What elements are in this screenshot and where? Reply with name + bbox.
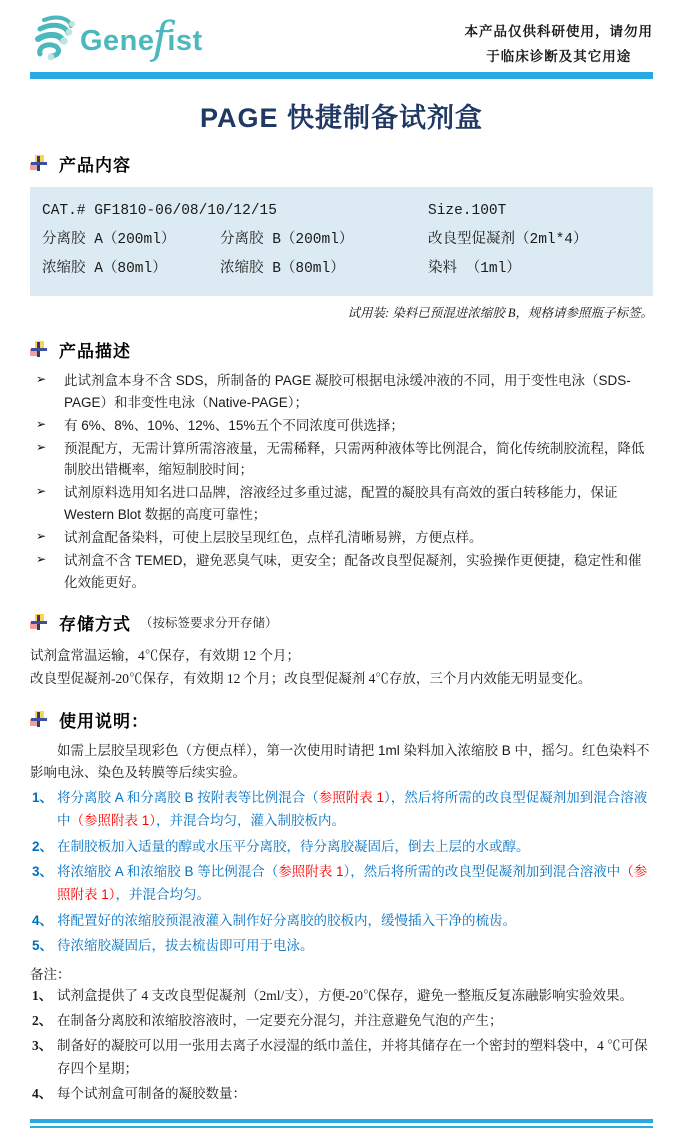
section-title: 使用说明： — [59, 711, 149, 731]
storage-subnote: （按标签要求分开存储） — [140, 616, 278, 631]
note-number: 4、 — [32, 1085, 53, 1101]
component: 改良型促凝剂（2ml*4） — [428, 232, 588, 248]
notes-list — [30, 985, 653, 1106]
storage-line: 改良型促凝剂-20℃保存，有效期 12 个月；改良型促凝剂 4℃存放，三个月内效能无明显变化。 — [30, 671, 592, 687]
step-number: 4、 — [32, 912, 54, 928]
description-bullet-item — [30, 415, 653, 437]
header-divider — [30, 72, 653, 79]
bullet-text: 试剂盒不含 TEMED，避免恶臭气味，更安全；配备改良型促凝剂，实验操作更便捷，稳定性和催化效能更好。 — [64, 552, 642, 590]
note-item — [30, 1083, 653, 1106]
section-bullet-icon — [30, 341, 48, 358]
notice-line-2: 于临床诊断及其它用途 — [486, 48, 632, 64]
usage-step-item — [30, 836, 653, 859]
component: 分离胶 B（200ml） — [220, 232, 354, 248]
storage-line: 试剂盒常温运输，4℃保存，有效期 12 个月； — [30, 647, 300, 663]
description-bullet-item — [30, 482, 653, 526]
description-bullet-item — [30, 438, 653, 482]
description-bullet-item — [30, 527, 653, 549]
note-text: 每个试剂盒可制备的凝胶数量： — [57, 1085, 246, 1101]
research-use-notice — [465, 20, 654, 70]
note-number: 1、 — [32, 988, 53, 1004]
usage-step-item — [30, 910, 653, 933]
step-text: ），然后将所需的改良型促凝剂加到混合溶液中 — [343, 864, 621, 880]
page-title: PAGE 快捷制备试剂盒 — [199, 103, 483, 133]
step-text: 待浓缩胶凝固后，拔去梳齿即可用于电泳。 — [57, 938, 314, 954]
bullet-text: 有 6%、8%、10%、12%、15%五个不同浓度可供选择； — [64, 417, 404, 433]
section-bullet-icon — [30, 155, 48, 172]
contents-row — [42, 197, 641, 226]
notice-line-1: 本产品仅供科研使用，请勿用 — [464, 24, 653, 39]
note-text: 试剂盒提供了 4 支改良型促凝剂（2ml/支），方便-20℃保存，避免一整瓶反复冻融影响实验效果。 — [57, 988, 633, 1004]
usage-step-item — [30, 861, 653, 906]
description-bullet-item — [30, 370, 653, 414]
storage-instructions — [30, 644, 653, 691]
contents-row — [42, 255, 641, 284]
step-number: 2、 — [32, 838, 54, 854]
step-text: 在制胶板加入适量的醇或水压平分离胶，待分离胶凝固后，倒去上层的水或醇。 — [57, 838, 530, 854]
step-text: ，并混合均匀，灌入制胶板内。 — [156, 813, 346, 829]
arrow-bullet-icon: ➢ — [36, 439, 47, 454]
section-heading-description — [30, 337, 653, 362]
product-contents-box — [30, 187, 653, 296]
note-item — [30, 985, 653, 1008]
section-title: 产品描述 — [59, 342, 131, 361]
note-number: 3、 — [32, 1037, 53, 1053]
section-heading-contents — [30, 151, 653, 176]
trial-pack-note: 试用装: 染料已预混进浓缩胶 B，规格请参照瓶子标签。 — [347, 306, 653, 320]
logo-swirl-icon — [30, 10, 76, 71]
step-text: 将分离胶 A 和分离胶 B 按附表等比例混合（ — [57, 790, 319, 806]
bullet-text: 此试剂盒本身不含 SDS，所制备的 PAGE 凝胶可根据电泳缓冲液的不同，用于变性电泳（SDS-PAGE）和非变性电泳（Native-PAGE）； — [64, 373, 631, 410]
component: 染料 （1ml） — [428, 261, 521, 277]
arrow-bullet-icon: ➢ — [36, 484, 47, 499]
header — [30, 8, 653, 70]
arrow-bullet-icon: ➢ — [36, 529, 47, 544]
component: 浓缩胶 A（80ml） — [42, 261, 167, 277]
contents-row — [42, 226, 641, 255]
note-text: 制备好的凝胶可以用一张用去离子水浸湿的纸巾盖住，并将其储存在一个密封的塑料袋中，4 ℃可保存四个星期； — [57, 1037, 648, 1076]
section-heading-usage — [30, 707, 653, 732]
section-title: 产品内容 — [59, 156, 131, 175]
step-text: ，并混合均匀。 — [115, 887, 211, 903]
usage-step-item — [30, 787, 653, 832]
genefist-logo — [30, 10, 203, 71]
description-bullet-item — [30, 550, 653, 594]
step-text-highlight: （参照附表 1） — [70, 813, 157, 829]
description-bullet-list — [30, 370, 653, 594]
usage-step-item — [30, 935, 653, 958]
usage-step-list — [30, 787, 653, 958]
step-text-highlight: 参照附表 1 — [318, 790, 385, 806]
section-bullet-icon — [30, 711, 48, 728]
component: 分离胶 A（200ml） — [42, 232, 176, 248]
component: 浓缩胶 B（80ml） — [220, 261, 345, 277]
logo-wordmark: Genefist — [80, 13, 203, 64]
footer-divider — [30, 1119, 653, 1128]
step-text-highlight: （参照附表 1） — [57, 864, 648, 903]
note-text: 在制备分离胶和浓缩胶溶液时，一定要充分混匀，并注意避免气泡的产生； — [57, 1013, 503, 1029]
catalog-number: CAT.# GF1810-06/08/10/12/15 — [42, 203, 277, 219]
step-text: 将配置好的浓缩胶预混液灌入制作好分离胶的胶板内，缓慢插入干净的梳齿。 — [57, 912, 516, 928]
note-item — [30, 1035, 653, 1081]
step-text: 将浓缩胶 A 和浓缩胶 B 等比例混合（ — [57, 864, 279, 880]
note-number: 2、 — [32, 1013, 53, 1029]
section-bullet-icon — [30, 614, 48, 631]
step-text-highlight: 参照附表 1 — [278, 864, 344, 880]
arrow-bullet-icon: ➢ — [36, 551, 47, 566]
notes-label: 备注： — [30, 967, 71, 983]
note-item — [30, 1010, 653, 1033]
bullet-text: 试剂原料选用知名进口品牌，溶液经过多重过滤，配置的凝胶具有高效的蛋白转移能力，保证 Western Blot 数据的高度可靠性； — [64, 485, 618, 523]
section-heading-storage — [30, 610, 653, 635]
step-number: 3、 — [32, 864, 54, 880]
bullet-text: 预混配方，无需计算所需溶液量，无需稀释，只需两种液体等比例混合，简化传统制胶流程，降低制胶出错概率，缩短制胶时间； — [64, 440, 645, 478]
kit-size: Size.100T — [428, 203, 507, 219]
step-text: ），然后将所需的改良型促凝剂加到混合溶液中 — [57, 790, 648, 829]
step-number: 1、 — [32, 790, 54, 806]
arrow-bullet-icon: ➢ — [36, 372, 47, 386]
step-number: 5、 — [32, 938, 54, 954]
arrow-bullet-icon: ➢ — [36, 416, 47, 431]
section-title: 存储方式 — [59, 614, 131, 634]
usage-intro-paragraph: 如需上层胶呈现彩色（方便点样），第一次使用时请把 1ml 染料加入浓缩胶 B 中，摇匀。红色染料不影响电泳、染色及转膜等后续实验。 — [30, 742, 650, 781]
bullet-text: 试剂盒配备染料，可使上层胶呈现红色，点样孔清晰易辨，方便点样。 — [64, 530, 483, 546]
